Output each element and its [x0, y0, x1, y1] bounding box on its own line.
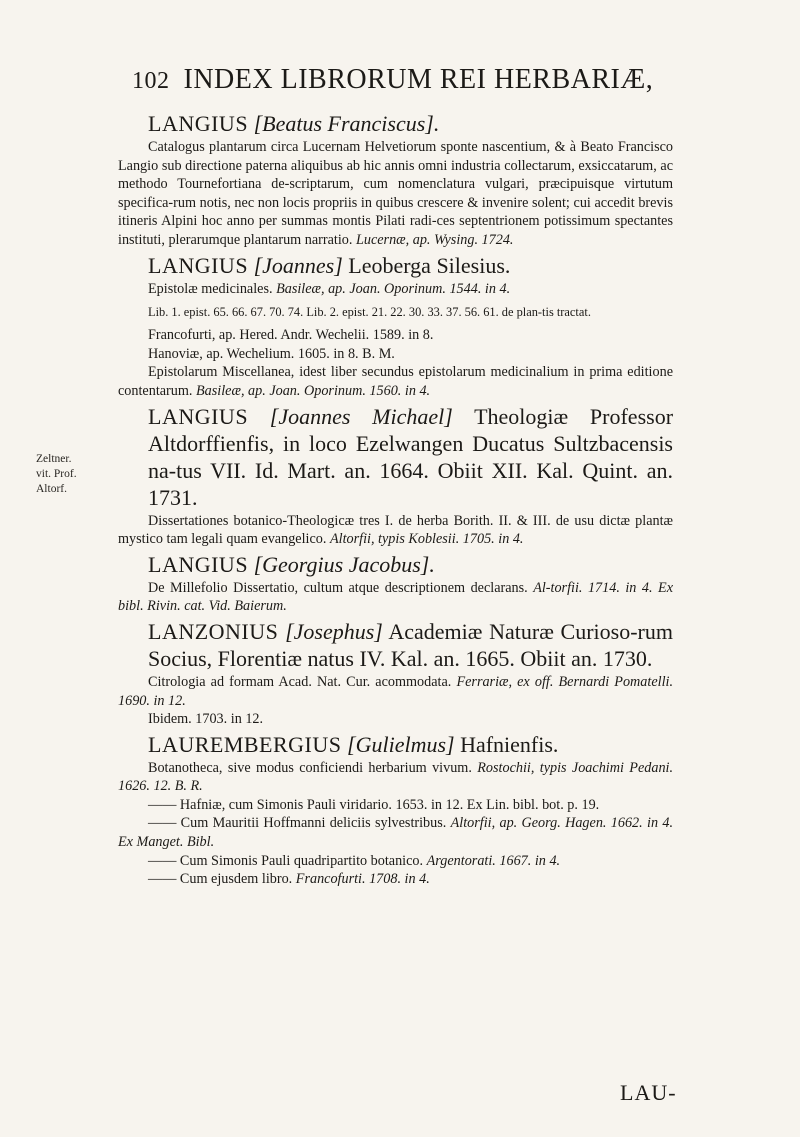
author-given-name: [Gulielmus] [347, 731, 455, 757]
author-name: LANGIUS [148, 551, 249, 577]
imprint-line: —— Hafniæ, cum Simonis Pauli viridario. 1653. in 12. Ex Lin. bibl. bot. p. 19. [148, 796, 600, 813]
page-number: 102 [132, 68, 170, 94]
margin-note-line: Zeltner. [36, 453, 72, 465]
entry-text: Citrologia ad formam Acad. Nat. Cur. acommodata. Ferrariæ, ex off. Bernardi Pomatelli. 1690. in 12. [118, 673, 674, 709]
entry-text: —— Cum Mauritii Hoffmanni deliciis sylvestribus. Altorfii, ap. Georg. Hagen. 1662. in 4. Ex Manget. Bibl. [118, 815, 673, 851]
entry-text: Dissertationes botanico-Theologicæ tres I. de herba Borith. II. & III. de usu dictæ plantæ mystico tam legali quam evangelico. Altorfii, typis Koblesii. 1705. in 4. [118, 512, 673, 548]
imprint: Altorfii, ap. Georg. Hagen. 1662. in 4. Ex Manget. Bibl. [118, 815, 673, 851]
entry-heading [148, 110, 673, 137]
author-origin: Leoberga Silesius. [342, 252, 511, 278]
author-given-name: [Beatus Franciscus]. [253, 111, 440, 136]
author-name: LAUREMBERGIUS [148, 731, 342, 757]
imprint: Altorfii, typis Koblesii. 1705. in 4. [329, 531, 524, 548]
imprint: Rostochii, typis Joachimi Pedani. 1626. 12. B. R. [118, 759, 674, 795]
entry-text: Epistolarum Miscellanea, idest liber secundus epistolarum medicinalium in prima editione contentarum. Basileæ, ap. Joan. Oporinum. 1560. in 4. [118, 364, 673, 399]
author-name: LANGIUS [148, 111, 249, 136]
entry-text: —— Cum ejusdem libro. Francofurti. 1708. in 4. [148, 871, 430, 888]
author-origin: Hafnienfis. [454, 731, 559, 757]
imprint: Francofurti. 1708. in 4. [295, 871, 430, 888]
entry-heading [148, 551, 673, 578]
margin-note [36, 452, 106, 497]
entry-text: —— Cum Simonis Pauli quadripartito botanico. Argentorati. 1667. in 4. [148, 852, 561, 869]
imprint: Argentorati. 1667. in 4. [426, 852, 561, 869]
imprint-line: Ibidem. 1703. in 12. [148, 711, 264, 728]
entry-heading [148, 731, 673, 758]
entry-heading [148, 403, 673, 511]
catchword: LAU- [620, 1080, 677, 1105]
page-title: INDEX LIBRORUM REI HERBARIÆ, [183, 64, 654, 95]
entry-heading [148, 618, 673, 672]
imprint: Lucernæ, ap. Wysing. 1724. [355, 231, 514, 248]
entry-text: Epistolæ medicinales. Basileæ, ap. Joan. Oporinum. 1544. in 4. [148, 280, 511, 297]
entry-text: Botanotheca, sive modus conficiendi herbarium vivum. Rostochii, typis Joachimi Pedani. 1626. 12. B. R. [118, 759, 674, 795]
author-given-name: [Joannes Michael] [269, 403, 453, 429]
imprint: Basileæ, ap. Joan. Oporinum. 1560. in 4. [196, 382, 431, 399]
author-given-name: [Josephus] [285, 618, 383, 644]
author-name: LANZONIUS [148, 618, 279, 644]
author-bio: Academiæ Naturæ Curioso-rum Socius, Florentiæ natus IV. Kal. an. 1665. Obiit an. 1730. [148, 618, 673, 671]
author-bio: Theologiæ Professor Altdorffienfis, in loco Ezelwangen Ducatus Sultzbacensis na-tus VII. Id. Mart. an. 1664. Obiit XII. Kal. Quint. an. 1731. [148, 403, 674, 510]
author-given-name: [Joannes] [253, 252, 343, 278]
imprint: Basileæ, ap. Joan. Oporinum. 1544. in 4. [276, 280, 511, 297]
entry-text: De Millefolio Dissertatio, cultum atque descriptionem declarans. Al-torfii. 1714. in 4. Ex bibl. Rivin. cat. Vid. Baierum. [118, 579, 673, 615]
margin-note-line: Altorf. [36, 483, 67, 495]
entry-note: Lib. 1. epist. 65. 66. 67. 70. 74. Lib. 2. epist. 21. 22. 30. 33. 37. 56. 61. de plan-tis tractat. [148, 305, 591, 320]
imprint: Al-torfii. 1714. in 4. Ex bibl. Rivin. cat. Vid. Baierum. [118, 579, 673, 615]
index-content [118, 108, 673, 889]
author-name: LANGIUS [148, 252, 249, 278]
entry-heading [148, 252, 673, 279]
entry-text: Catalogus plantarum circa Lucernam Helvetiorum sponte nascentium, & à Beato Francisco Langio sub directione paterna aliquibus ab hic annis omni industria collectarum, exsiccatarum, ac methodo Tournefortiana de-scriptarum, cum nomenclatura vulgari, præcipuisque virtutum specifica-rum notis, nec non locis propriis in quibus crescere & invenire solent; cui accedit brevis itineris Alpini hoc anno per summas montis Pilati radi-ces septentrionem potissimum spectantes instituti, plerarumque plantarum narratio. Lucernæ, ap. Wysing. 1724. [118, 139, 673, 248]
imprint-line: Francofurti, ap. Hered. Andr. Wechelii. 1589. in 8. [148, 327, 434, 344]
margin-note-line: vit. Prof. [36, 468, 77, 480]
imprint-line: Hanoviæ, ap. Wechelium. 1605. in 8. B. M. [148, 345, 395, 362]
author-given-name: [Georgius Jacobus]. [253, 551, 435, 577]
author-name: LANGIUS [148, 403, 249, 429]
running-head [132, 64, 672, 96]
imprint: Ferrariæ, ex off. Bernardi Pomatelli. 1690. in 12. [118, 673, 674, 709]
